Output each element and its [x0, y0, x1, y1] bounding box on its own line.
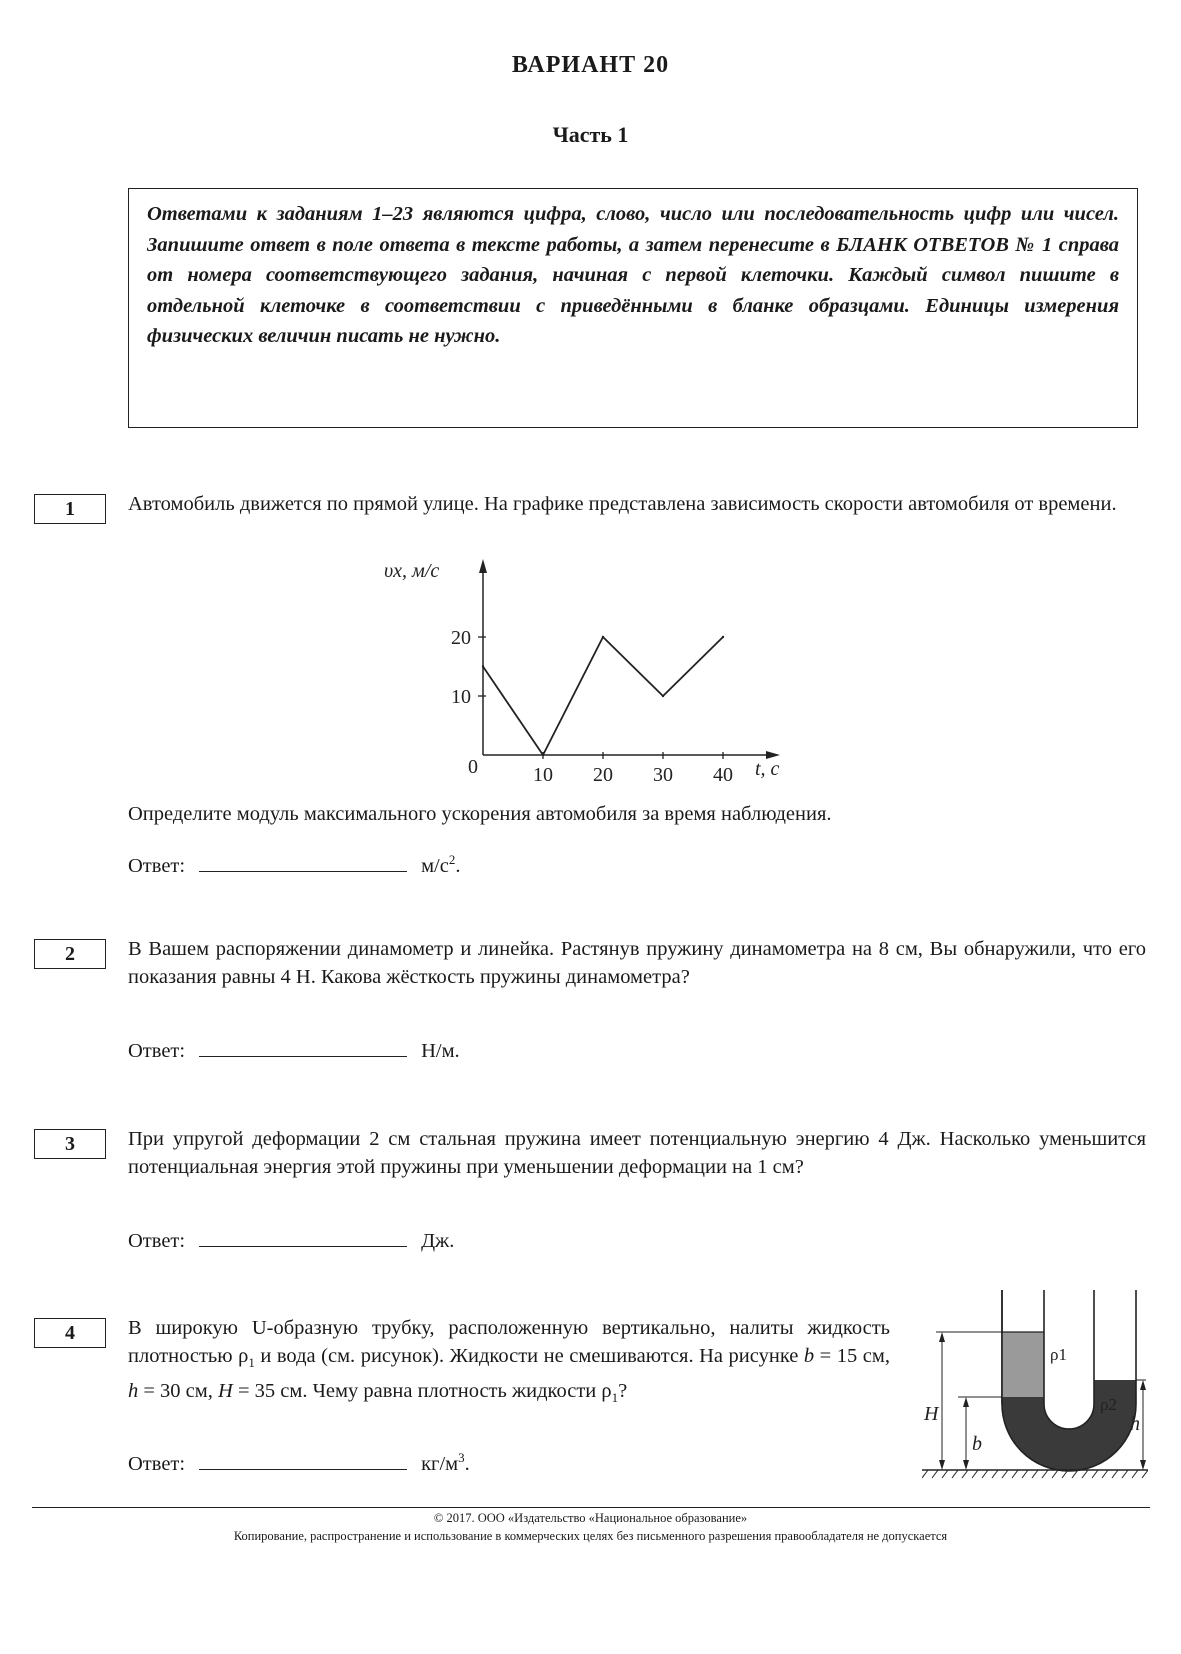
task-text: В Вашем распоряжении динамометр и линейка. Растянув пружину динамометра на 8 см, Вы обнаружили, что его показания равны 4 Н. Какова жёсткость пружины динамометра?	[128, 938, 1146, 988]
answer-label: Ответ:	[128, 1452, 186, 1475]
answer-unit: Н/м.	[421, 1040, 460, 1062]
answer-unit: Дж.	[421, 1230, 455, 1252]
x-tick-label: 40	[713, 764, 733, 786]
task-text: В широкую U-образную трубку, расположенную вертикально, налиты жидкость плотностью $\rho_1$ и вода (см. рисунок). Жидкости не смешиваются. На рисунке b = 15 см, h = 30 см, H = 35 см. Чему равна плотность жидкости $\rho_1$?	[128, 1317, 890, 1406]
instructions-box: Ответами к заданиям 1–23 являются цифра, слово, число или последовательность цифр или чисел. Запишите ответ в поле ответа в тексте работы, а затем перенесите в БЛАНК ОТВЕТОВ № 1 справа от номера соответствующего задания, начиная с первой клеточки. Каждый символ пишите в отдельной клеточке в соответствии с приведёнными в бланке образцами. Единицы измерения физических величин писать не нужно.	[128, 188, 1138, 428]
x-axis-label: t, с	[755, 758, 780, 780]
answer-label: Ответ:	[128, 1040, 186, 1062]
footer-notice: Копирование, распространение и использование в коммерческих целях без письменного разрешения правообладателя не допускается	[233, 1529, 948, 1543]
unit-superscript: 2	[448, 852, 456, 867]
data-point	[482, 665, 484, 667]
answer-blank[interactable]	[199, 851, 407, 872]
task-text: При упругой деформации 2 см стальная пружина имеет потенциальную энергию 4 Дж. Насколько уменьшится потенциальная энергия этой пружины при уменьшении деформации на 1 см?	[128, 1128, 1146, 1178]
task-question: Определите модуль максимального ускорения автомобиля за время наблюдения.	[128, 803, 832, 825]
data-point	[602, 636, 604, 638]
data-point	[662, 695, 664, 697]
answer-unit: м/с	[421, 854, 449, 877]
footer-divider	[32, 1507, 1150, 1508]
x-tick-label: 10	[533, 764, 553, 786]
task-number-box: 4	[34, 1318, 106, 1348]
page-title: ВАРИАНТ 20	[511, 52, 670, 78]
task-number-box: 2	[34, 939, 106, 969]
task-number-box: 3	[34, 1129, 106, 1159]
velocity-time-chart	[380, 555, 810, 795]
x-tick-label: 20	[593, 764, 613, 786]
y-tick-label: 20	[451, 627, 471, 649]
y-axis-label: υx, м/с	[384, 560, 440, 582]
task-text: Автомобиль движется по прямой улице. На графике представлена зависимость скорости автомобиля от времени.	[128, 493, 1117, 515]
answer-blank[interactable]	[199, 1036, 407, 1057]
unit-superscript: 3	[458, 1450, 465, 1465]
x-tick-label: 30	[653, 764, 673, 786]
data-point	[722, 636, 724, 638]
label-H: H	[924, 1403, 939, 1425]
series-line	[483, 637, 723, 755]
data-point	[542, 754, 544, 756]
u-tube-figure	[922, 1290, 1148, 1486]
y-tick-label: 10	[451, 686, 471, 708]
answer-row	[128, 1444, 470, 1478]
answer-row	[128, 846, 460, 880]
label-rho1: ρ1	[1050, 1345, 1067, 1364]
unit-end: .	[455, 854, 461, 877]
footer-copyright: © 2017. ООО «Издательство «Национальное образование»	[433, 1511, 748, 1525]
label-rho2: ρ2	[1100, 1395, 1117, 1414]
label-h: h	[1130, 1413, 1140, 1435]
answer-label: Ответ:	[128, 1230, 186, 1252]
unit-end: .	[464, 1452, 470, 1475]
answer-label: Ответ:	[128, 854, 186, 877]
answer-unit: кг/м	[421, 1452, 459, 1475]
answer-blank[interactable]	[199, 1449, 407, 1470]
answer-row	[128, 1226, 454, 1255]
label-b: b	[972, 1433, 982, 1455]
x-tick-label: 0	[468, 756, 478, 778]
answer-blank[interactable]	[199, 1226, 407, 1247]
task-number-box: 1	[34, 494, 106, 524]
y-axis-arrow-icon	[479, 559, 487, 573]
answer-row	[128, 1036, 460, 1065]
liquid-rho1-fill	[1002, 1332, 1044, 1397]
part-title: Часть 1	[552, 122, 629, 147]
